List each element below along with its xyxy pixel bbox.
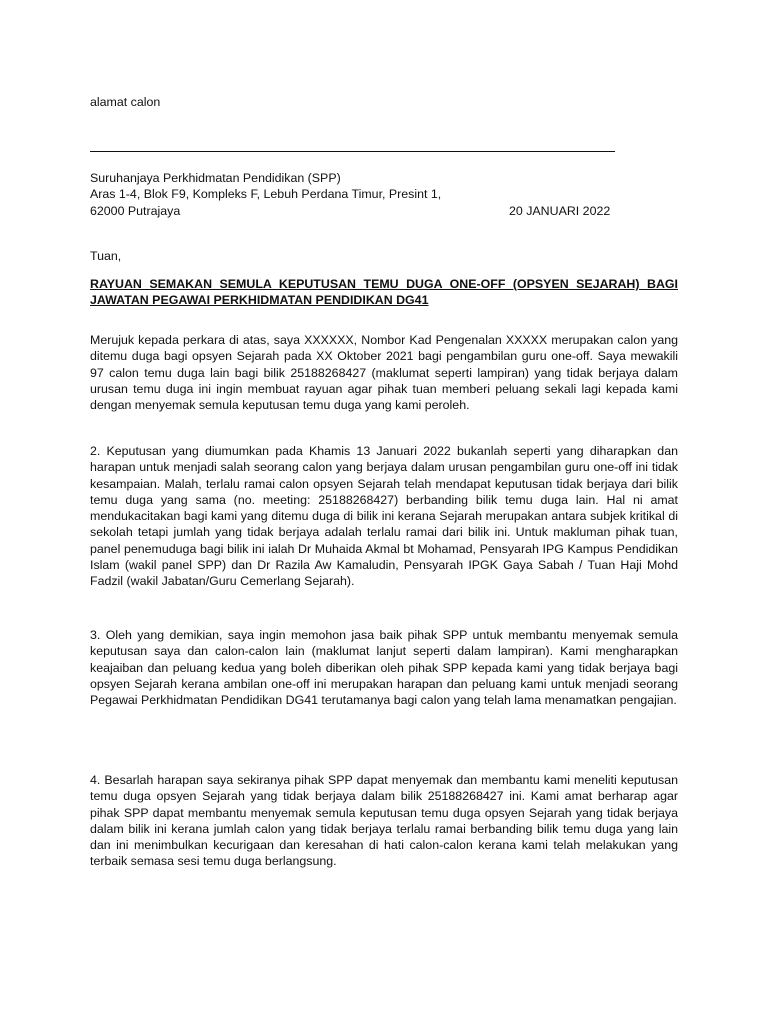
recipient-address-line: Aras 1-4, Blok F9, Kompleks F, Lebuh Perdana Timur, Presint 1, bbox=[90, 187, 442, 202]
body-paragraph: 2. Keputusan yang diumumkan pada Khamis 13 Januari 2022 bukanlah seperti yang diharapkan dan harapan untuk menjadi salah seorang calon yang berjaya dalam urusan pengambilan guru one-off ini tidak kesampaian. Malah, terlalu ramai calon opsyen Sejarah telah mendapat keputusan tidak berjaya dari bilik temu duga yang sama (no. meeting: 25188268427) berbanding bilik temu duga lain. Hal ni amat mendukacitakan bagi kami yang ditemu duga di bilik ini kerana Sejarah merupakan antara subjek kritikal di sekolah tetapi jumlah yang tidak berjaya adalah terlalu ramai dari bilik ini. Untuk makluman pihak tuan, panel penemuduga bagi bilik ini ialah Dr Muhaida Akmal bt Mohamad, Pensyarah IPG Kampus Pendidikan Islam (wakil panel SPP) dan Dr Razila Aw Kamaludin, Pensyarah IPGK Gaya Sabah / Tuan Haji Mohd Fadzil (wakil Jabatan/Guru Cemerlang Sejarah). bbox=[90, 444, 678, 589]
letter-page bbox=[90, 0, 678, 1024]
body-paragraph: Merujuk kepada perkara di atas, saya XXXXXX, Nombor Kad Pengenalan XXXXX merupakan calon yang ditemu duga bagi opsyen Sejarah pada XX Oktober 2021 bagi pengambilan guru one-off. Saya mewakili 97 calon temu duga lain bagi bilik 25188268427 (maklumat seperti lampiran) yang tidak berjaya dalam urusan temu duga ini ingin membuat rayuan agar pihak tuan memberi peluang sekali lagi kepada kami dengan menyemak semula keputusan temu duga yang kami peroleh. bbox=[90, 333, 678, 413]
salutation: Tuan, bbox=[90, 249, 122, 263]
letter-subject: RAYUAN SEMAKAN SEMULA KEPUTUSAN TEMU DUGA ONE-OFF (OPSYEN SEJARAH) BAGI JAWATAN PEGAWAI PERKHIDMATAN PENDIDIKAN DG41 bbox=[90, 277, 678, 308]
body-paragraph: 3. Oleh yang demikian, saya ingin memohon jasa baik pihak SPP untuk membantu menyemak semula keputusan saya dan calon-calon lain (maklumat lanjut seperti dalam lampiran). Kami mengharapkan keajaiban dan peluang kedua yang boleh diberikan oleh pihak SPP kepada kami yang tidak berjaya bagi opsyen Sejarah kerana ambilan one-off ini merupakan harapan dan peluang kami untuk menjadi seorang Pegawai Perkhidmatan Pendidikan DG41 terutamanya bagi calon yang telah lama menamatkan pengajian. bbox=[90, 628, 678, 708]
body-paragraph: 4. Besarlah harapan saya sekiranya pihak SPP dapat menyemak dan membantu kami meneliti keputusan temu duga opsyen Sejarah yang tidak berjaya dalam bilik 25188268427 ini. Kami amat berharap agar pihak SPP dapat membantu menyemak semula keputusan temu duga opsyen Sejarah yang tidak berjaya dalam bilik ini kerana jumlah calon yang tidak berjaya terlalu ramai berbanding bilik temu duga yang lain dan ini menimbulkan kecurigaan dan keresahan di hati calon-calon kerana kami telah melakukan yang terbaik semasa sesi temu duga berlangsung. bbox=[90, 773, 678, 869]
sender-address-label: alamat calon bbox=[90, 95, 161, 109]
address-divider-line bbox=[90, 151, 615, 152]
recipient-address-line: 62000 Putrajaya bbox=[90, 203, 181, 218]
letter-date: 20 JANUARI 2022 bbox=[509, 203, 611, 218]
recipient-postcode-line bbox=[90, 203, 678, 219]
recipient-address-line: Suruhanjaya Perkhidmatan Pendidikan (SPP) bbox=[90, 171, 341, 185]
recipient-address bbox=[90, 170, 678, 219]
